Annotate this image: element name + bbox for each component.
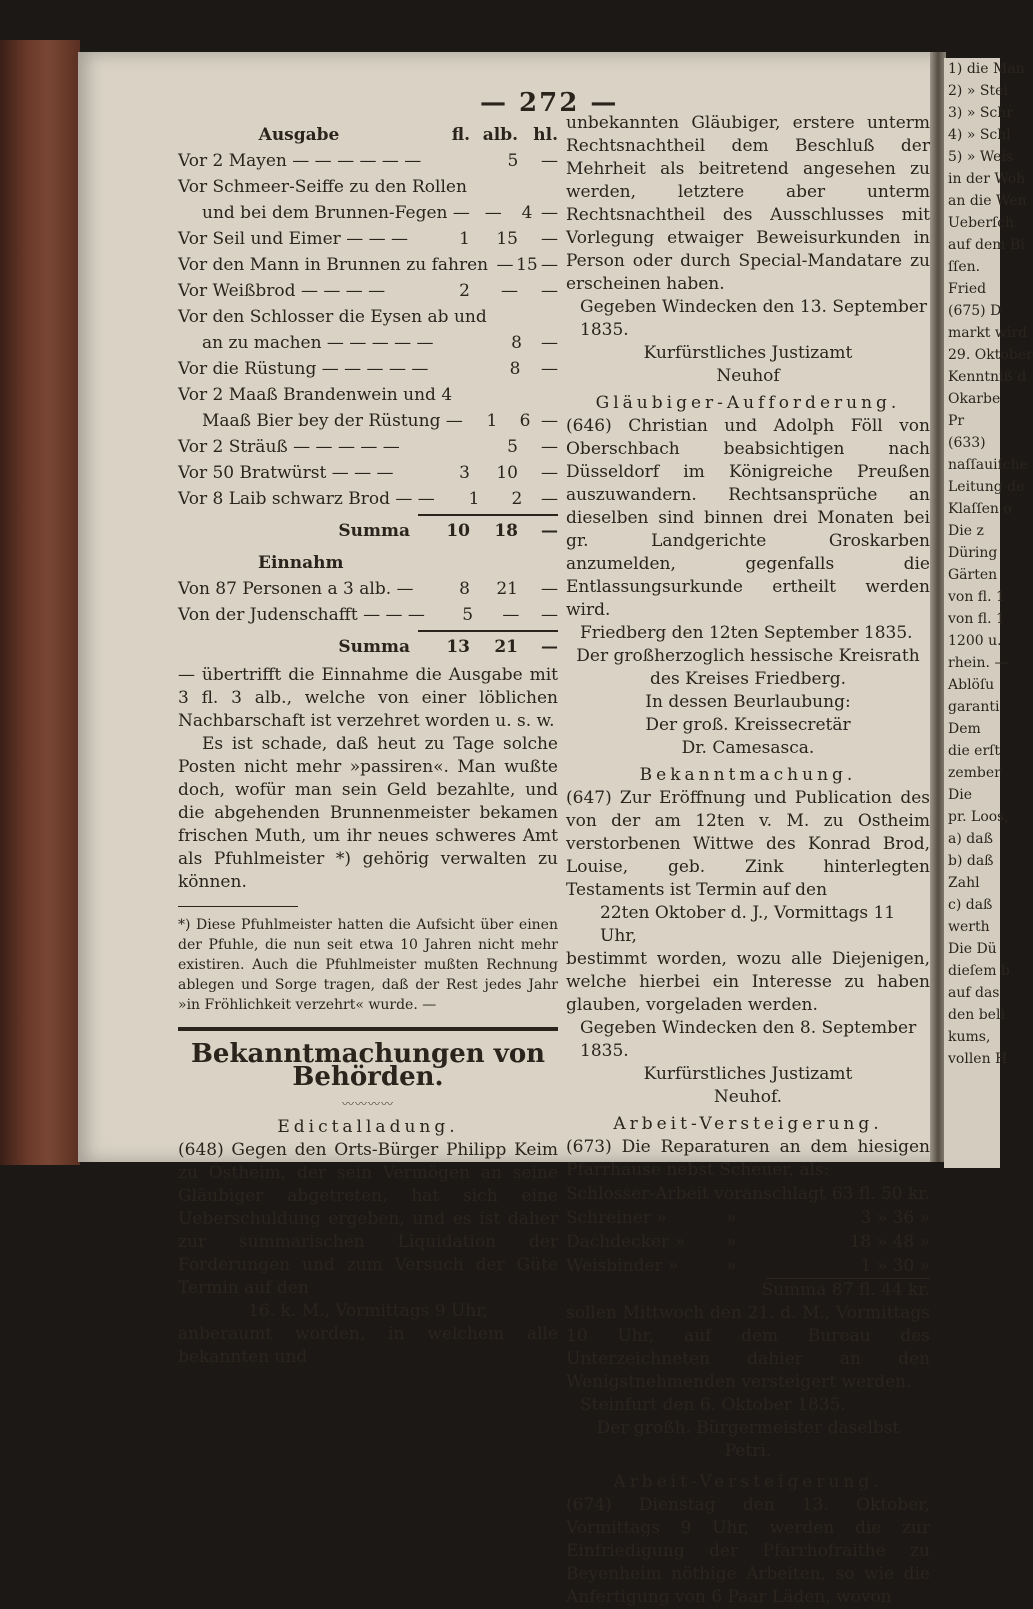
next-page-line: von fl. 1 — [948, 589, 1005, 605]
cost-row — [566, 1182, 930, 1206]
sum-label: Summa — [338, 637, 410, 657]
notice-text: unbekannten Gläubiger, erstere unterm Rechtsnachtheil dem Beschluß der Mehrheit als beitretend angesehen zu werden, letztere aber unterm Rechtsnachtheil des Ausschlusses mit Vorlegung etwaiger Beweisurkunden in Person oder durch Special-Mandatare zu erscheinen haben. — [566, 113, 930, 294]
entry-label: Vor 2 Maaß Brandenwein und 4 — [178, 385, 453, 405]
entry-alb: 2 — [511, 489, 523, 509]
entry-alb — [491, 382, 528, 408]
cost-value: 18 » 48 » — [849, 1232, 930, 1252]
next-page-line: Dem — [948, 721, 981, 737]
cost-trade: Schreiner » — [566, 1208, 667, 1228]
entry-alb: 15 — [516, 255, 538, 275]
entry-alb: 15 — [496, 229, 518, 249]
cost-mark — [726, 1182, 832, 1206]
entry-label: Vor 2 Sträuß — — — — — — [178, 437, 400, 457]
ausgabe-title: Ausgabe — [258, 125, 340, 145]
notice-date: 22ten Oktober d. J., Vormittags 11 Uhr, — [600, 903, 896, 946]
cost-table — [566, 1182, 930, 1278]
next-page-line: zember — [948, 765, 1001, 781]
ledger-row — [178, 148, 558, 174]
entry-label: Von 87 Personen a 3 alb. — — [178, 579, 414, 599]
next-page-line: die erſt — [948, 743, 1000, 759]
signature: Kurfürstliches Justizamt — [643, 343, 853, 363]
notice-text: (673) Die Reparaturen an dem hiesigen Pfarrhause nebst Scheuer, als: — [566, 1137, 930, 1180]
entry-alb: 5 — [507, 437, 518, 457]
entry-fl — [421, 148, 471, 174]
entry-hl: — — [541, 463, 558, 483]
entry-alb: — — [501, 281, 518, 301]
next-page-line: ſſen. — [948, 259, 981, 275]
cost-row — [566, 1206, 930, 1230]
signature: In dessen Beurlaubung: — [645, 692, 851, 712]
entry-label: Vor den Mann in Brunnen zu fahren — [178, 255, 489, 275]
notice-text: anberaumt worden, in welchem alle bekannten und — [178, 1324, 558, 1367]
next-page-line: pr. Loos, — [948, 809, 1009, 825]
entry-label: und bei dem Brunnen-Fegen — — [202, 203, 470, 223]
notice-heading: Arbeit-Versteigerung. — [613, 1114, 883, 1134]
notice-text: (647) Zur Eröffnung und Publication des von der am 12ten v. M. zu Ostheim verstorbenen Wittwe des Konrad Brod, Louise, geb. Zink hinterlegten Testaments ist Termin auf den — [566, 788, 930, 900]
notice-heading: Edictalladung. — [277, 1117, 459, 1137]
next-page-line: 2) » Stei — [948, 83, 1008, 99]
next-page-line: Klaſſen o — [948, 501, 1012, 517]
next-page-line: Düring — [948, 545, 998, 561]
ledger-row — [178, 226, 558, 252]
ledger-row — [178, 304, 558, 330]
ledger-row — [178, 200, 558, 226]
entry-alb: 4 — [521, 203, 533, 223]
book-spine — [0, 40, 80, 1165]
next-page-line: garanti — [948, 699, 1000, 715]
entry-label: Vor 50 Bratwürst — — — — [178, 463, 394, 483]
next-page-line: von fl. 1 — [948, 611, 1005, 627]
next-page-line: (633) — [948, 435, 986, 451]
notice-date: Gegeben Windecken den 8. September 1835. — [580, 1018, 917, 1061]
ledger-row — [178, 408, 558, 434]
entry-label: Vor Weißbrod — — — — — [178, 281, 386, 301]
einnahm-title: Einnahm — [258, 553, 344, 573]
sum-alb: 21 — [494, 637, 518, 657]
ledger-row — [178, 278, 558, 304]
einnahm-rows — [178, 576, 558, 628]
entry-hl: — — [541, 579, 558, 599]
notice-heading: Arbeit-Versteigerung. — [613, 1472, 883, 1492]
cost-mark: » — [726, 1256, 737, 1276]
entry-alb: 6 — [519, 411, 531, 431]
cost-row — [566, 1254, 930, 1278]
ausgabe-header — [178, 122, 558, 148]
next-page-line: Kenntniß d — [948, 369, 1027, 385]
ledger-row — [178, 356, 558, 382]
entry-fl: 1 — [468, 489, 480, 509]
notice-date: Steinfurt den 6. Oktober 1835. — [580, 1395, 846, 1415]
entry-fl: 8 — [459, 579, 470, 599]
cost-sum: Summa 87 fl. 44 kr. — [761, 1280, 930, 1300]
entry-hl: — — [541, 605, 558, 625]
entry-alb: 8 — [509, 359, 521, 379]
entry-label: Vor den Schlosser die Eysen ab und — [178, 307, 487, 327]
cost-trade: Dachdecker » — [566, 1232, 685, 1252]
next-page-line: rhein. — — [948, 655, 1009, 671]
next-page-line: Zahl — [948, 875, 980, 891]
entry-hl — [527, 382, 558, 408]
next-page-line: Gärten — [948, 567, 998, 583]
entry-label: an zu machen — — — — — — [202, 333, 434, 353]
entry-label: Vor Schmeer-Seiffe zu den Rollen — [178, 177, 467, 197]
signature: Kurfürstliches Justizamt — [643, 1064, 853, 1084]
cost-trade: Weisbinder » — [566, 1256, 679, 1276]
next-page-line: auf das — [948, 985, 1000, 1001]
ausgabe-rows — [178, 148, 558, 512]
entry-fl: — — [496, 255, 514, 275]
entry-hl — [532, 174, 558, 200]
next-page-line: Die Dü — [948, 941, 997, 957]
entry-hl: — — [541, 333, 558, 353]
sum-fl: 10 — [446, 521, 470, 541]
section-heading: Bekanntmachungen von Behörden. — [190, 1039, 546, 1092]
entry-label: Vor die Rüstung — — — — — — [178, 359, 429, 379]
entry-fl: 5 — [462, 605, 474, 625]
next-page-edge — [944, 58, 1033, 1168]
paragraph: — übertrifft die Einnahme die Ausgabe mit 3 fl. 3 alb., welche von einer löblichen Nachbarschaft ist verzehret worden u. s. w. — [178, 665, 558, 731]
entry-alb: 10 — [496, 463, 518, 483]
entry-fl — [428, 356, 475, 382]
entry-alb — [513, 304, 538, 330]
entry-hl — [537, 304, 558, 330]
next-page-line: Leitung de — [948, 479, 1025, 495]
entry-hl: — — [540, 151, 558, 171]
entry-hl: — — [541, 489, 558, 509]
entry-alb: 5 — [507, 151, 519, 171]
cost-mark: » — [726, 1232, 737, 1252]
entry-fl — [487, 304, 513, 330]
next-page-line: a) daß — [948, 831, 993, 847]
entry-fl: — — [484, 203, 502, 223]
signature: Der großh. Bürgermeister daselbst — [596, 1418, 900, 1438]
signature: Petri. — [724, 1441, 772, 1461]
entry-fl: 2 — [459, 281, 470, 301]
entry-alb — [500, 174, 532, 200]
cost-row — [566, 1230, 930, 1254]
entry-fl — [420, 434, 470, 460]
entry-fl: 1 — [459, 229, 470, 249]
entry-hl: — — [541, 229, 558, 249]
notice-date: Gegeben Windecken den 13. September 1835. — [580, 297, 928, 340]
right-column — [566, 112, 930, 1609]
footnote-rule — [178, 906, 298, 907]
paragraph: Es ist schade, daß heut zu Tage solche Posten nicht mehr »passiren«. Man wußte doch, wofür man sein Geld bezahlte, und die abgehenden Brunnenmeister bekamen frischen Muth, um ihr neues schweres Amt als Pfuhlmeister *) gehörig verwalten zu können. — [178, 734, 558, 892]
ornament: 〰〰〰〰 — [341, 1097, 394, 1111]
notice-date: Friedberg den 12ten September 1835. — [580, 623, 913, 643]
ledger-row — [178, 460, 558, 486]
next-page-line: 4) » Schl — [948, 127, 1011, 143]
signature: Der großherzoglich hessische Kreisrath — [576, 646, 920, 666]
next-page-line: vollen H — [948, 1051, 1008, 1067]
sum-label: Summa — [338, 521, 410, 541]
entry-hl: — — [541, 281, 558, 301]
notice-heading: Gläubiger-Aufforderung. — [595, 393, 901, 413]
next-page-line: 29. Oktober — [948, 347, 1033, 363]
next-page-line: Ablöſu — [948, 677, 995, 693]
einnahm-header — [178, 550, 558, 576]
left-column — [178, 122, 558, 1369]
next-page-line: (675) D — [948, 303, 1002, 319]
next-page-line: dieſem b — [948, 963, 1010, 979]
signature: Neuhof — [716, 366, 780, 386]
page-number: — 272 — — [480, 88, 619, 118]
sum-rule — [418, 514, 558, 516]
signature: Der groß. Kreissecretär — [645, 715, 851, 735]
next-page-line: 1200 u. — [948, 633, 1002, 649]
next-page-line: Okarbe — [948, 391, 1001, 407]
next-page-line: Pr — [948, 413, 965, 429]
entry-label: Vor Seil und Eimer — — — — [178, 229, 409, 249]
next-page-line: Die z — [948, 523, 984, 539]
notice-heading: Bekanntmachung. — [639, 765, 857, 785]
notice-text: (648) Gegen den Orts-Bürger Philipp Keim zu Ostheim, der sein Vermögen an seine Gläubiger abgetreten, hat sich eine Ueberschuldung ergeben, und es ist daher zur summarischen Liquidation der Forderungen und zum Versuch der Güte Termin auf den — [178, 1140, 558, 1298]
cost-mark: » — [726, 1208, 737, 1228]
entry-fl: 3 — [459, 463, 470, 483]
next-page-line: kums, — [948, 1029, 991, 1045]
entry-label: Vor 2 Mayen — — — — — — — [178, 151, 422, 171]
ledger-row — [178, 576, 558, 602]
ledger-row — [178, 252, 558, 278]
sum-hl: — — [541, 637, 558, 657]
entry-alb: — — [502, 605, 520, 625]
notice-text: bestimmt worden, wozu alle Diejenigen, welche hierbei ein Interesse zu haben glauben, vorgeladen werden. — [566, 949, 930, 1015]
ledger-row — [178, 434, 558, 460]
entry-fl — [434, 330, 479, 356]
ausgabe-sum — [178, 518, 558, 544]
ledger-row — [178, 330, 558, 356]
sum-alb: 18 — [494, 521, 518, 541]
entry-alb: 8 — [511, 333, 522, 353]
next-page-line: b) daß — [948, 853, 994, 869]
notice-text: (646) Christian und Adolph Föll von Oberschbach beabsichtigen nach Düsseldorf im Königreiche Preußen auszuwandern. Rechtsansprüche an dieselben sind binnen drei Monaten bei gr. Landgerichte Groskarben anzumelden, gegenfalls die Entlassungsurkunde ertheilt werden wird. — [566, 416, 930, 620]
next-page-line: in der Woh — [948, 171, 1026, 187]
notice-text: (674) Dienstag den 13. Oktober, Vormittags 9 Uhr, werden die zur Einfriedigung der Pfarrhofraithe zu Beyenheim nöthige Arbeiten, so wie die Anfertigung von 6 Paar Läden, wovon — [566, 1495, 930, 1607]
sum-rule — [418, 630, 558, 632]
entry-label: Vor 8 Laib schwarz Brod — — — [178, 489, 435, 509]
signature: Neuhof. — [713, 1087, 783, 1107]
next-page-line: Fried — [948, 281, 987, 297]
signature: Dr. Camesasca. — [681, 738, 815, 758]
next-page-line: Die — [948, 787, 972, 803]
next-page-line: Ueberſch — [948, 215, 1015, 231]
col-hl-header: hl. — [533, 125, 558, 145]
entry-hl: — — [541, 359, 559, 379]
entry-hl: — — [541, 411, 559, 431]
next-page-line: 5) » Weis — [948, 149, 1014, 165]
next-page-line: 3) » Schr — [948, 105, 1013, 121]
entry-hl: — — [541, 203, 558, 223]
next-page-line: auf dem Bi — [948, 237, 1025, 253]
sum-hl: — — [541, 521, 558, 541]
entry-fl: 1 — [486, 411, 498, 431]
cost-value: 3 » 36 » — [860, 1208, 930, 1228]
next-page-line: an die Wen — [948, 193, 1027, 209]
cost-value: 1 » 30 » — [860, 1256, 930, 1276]
entry-fl — [452, 382, 490, 408]
notice-text: sollen Mittwoch den 21. d. M., Vormittags 10 Uhr, auf dem Bureau des Unterzeichneten dahier an den Wenigstnehmenden versteigert werden. — [566, 1303, 930, 1392]
cost-value: 63 fl. 50 kr. — [831, 1184, 930, 1204]
ledger-row — [178, 602, 558, 628]
einnahm-sum — [178, 634, 558, 660]
col-fl-header: fl. — [451, 125, 470, 145]
next-page-line: 1) die Man — [948, 61, 1025, 77]
cost-trade: Schlosser-Arbeit voranschlagt — [566, 1184, 826, 1204]
entry-alb: 21 — [496, 579, 518, 599]
section-divider — [178, 1027, 558, 1031]
entry-label: Von der Judenschafft — — — — [178, 605, 425, 625]
next-page-line: werth — [948, 919, 990, 935]
next-page-line: naſſauiſche — [948, 457, 1028, 473]
next-page-line: den beli — [948, 1007, 1005, 1023]
ledger-row — [178, 382, 558, 408]
ledger-row — [178, 174, 558, 200]
footnote: *) Diese Pfuhlmeister hatten die Aufsicht über einen der Pfuhle, die nun seit etwa 10 Jahren nicht mehr existiren. Auch die Pfuhlmeister mußten Rechnung ablegen und Sorge tragen, daß der Rest jedes Jahr »in Fröhlichkeit verzehrt« wurde. — — [178, 917, 558, 1013]
entry-hl: — — [541, 255, 559, 275]
next-page-line: markt wird — [948, 325, 1027, 341]
entry-hl: — — [541, 437, 558, 457]
entry-label: Maaß Bier bey der Rüstung — — [202, 411, 463, 431]
sum-fl: 13 — [446, 637, 470, 657]
next-page-line: c) daß — [948, 897, 993, 913]
col-alb-header: alb. — [482, 125, 518, 145]
signature: des Kreises Friedberg. — [650, 669, 846, 689]
entry-fl — [467, 174, 500, 200]
notice-date: 16. k. M., Vormittags 9 Uhr, — [248, 1301, 488, 1321]
ledger-row — [178, 486, 558, 512]
